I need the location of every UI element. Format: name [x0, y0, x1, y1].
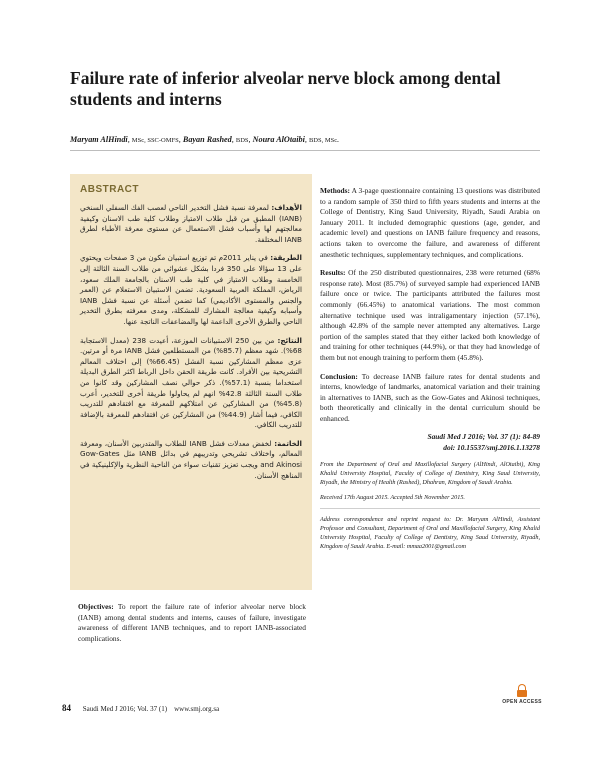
methods-text: A 3-page questionnaire containing 13 questions was distributed to a random sample of 350 third to fifth years students and interns at the College of Dentistry, King Saud University, Riyadh, Saudi Arabia on January 2011. It included demographic questions (age, gender, and academic level) and questions on IANB failure frequency and reasons, actions taken to overcome the failure, and awareness of different anesthetic techniques, supplementary techniques, and complications. — [320, 186, 540, 259]
footer-website-link[interactable]: www.smj.org.sa — [174, 705, 220, 713]
correspondence-note: Address correspondence and reprint request to: Dr. Maryam AlHindi, Assistant Professor and Consultant, Department of Oral and Maxillofacial Surgery, King Khalid University Hospital, Faculty of College of Dentistry, King Saud University, Riyadh, Kingdom of Saudi Arabia. E-mail: mmaa2001@gmail.com — [320, 515, 540, 550]
page-footer — [62, 703, 542, 717]
results-label: Results: — [320, 268, 346, 278]
arabic-objectives — [80, 203, 302, 245]
page-number: 84 — [62, 703, 71, 713]
arabic-results — [80, 336, 302, 431]
note-divider — [320, 508, 540, 509]
arabic-methods — [80, 253, 302, 327]
doi-link[interactable]: doi: 10.15537/smj.2016.1.13278 — [443, 443, 540, 453]
arabic-section-text: في يناير 2011م تم توزيع استبيان مكون من 3 صفحات ويحتوي على 13 سؤالا على 350 فردا بشكل عشوائي من طلاب السنة الثالثة إلى الخامسة وطلاب الامتياز في كلية طب الاسنان بالجامعة الملك سعود، الرياض، المملكة العربية السعودية. تضمن الاستبيان الاستعلام عن (العمر والجنس والمستوى الأكاديمي) كما تضمن أسئلة عن نسبة فشل IANB وأسبابه وكيفية معالجة المشارك للمشكلة، ومدى معرفته بطرق التخدير الناحي والطرق الأخرى الداعمة لها والمضاعفات الناتجة عنها. — [80, 253, 302, 326]
open-access-badge — [502, 684, 542, 714]
open-lock-icon — [517, 684, 527, 697]
article-title: Failure rate of inferior alveolar nerve block among dental students and interns — [70, 68, 501, 109]
author-degrees: BDS — [235, 137, 249, 144]
author-degrees: BDS, MSc — [308, 137, 338, 144]
arabic-section-text: من بين 250 الاستبيانات الموزعة، أعيدت 238 (معدل الاستجابة 68%). شهد معظم (85.7%) من المستطلعين فشل IANB مرة أو مرتين. عزى معظم المشاركين نسبة الفشل (66.45%) إلى اختلاف المعالم التشريحية بين الأفراد. كانت طريقة الحقن داخل الرباط اكثر الطرق البديلة استخداما بنسبة (57.1%). ذكر حوالي نصف المشاركين وقد كانوا من طلاب السنة الثالثة 42.8% انهم لم يحاولوا طريقة أخرى للتخدير، أعرب (45.8%) من المشاركين عن امتلاكهم للمعرفة مع افتقادهم للتدريب الكافي، فيما أشار (44.9%) من المشاركين عن افتقادهم للمعرفة بالإضافة للتدريب الكافي. — [80, 335, 302, 430]
journal-citation: Saudi Med J 2016; Vol. 37 (1): 84-89 — [427, 432, 540, 442]
results-text: Of the 250 distributed questionnaires, 238 were returned (68% response rate). Most (85.7%) of surveyed sample had experienced IANB failure once or twice. The participants attributed the failures most commonly (66.45%) to anatomical variations. The most common alternative technique used was intraligamentary injection (57.1%), although 42.8% of the sample never attempted any alternatives. Large portion of the samples stated that they either lacked both knowledge of and training for other techniques (44.9%), or that they had knowledge of them but not enough training to perform them (45.8%). — [320, 268, 540, 362]
arabic-section-label: الطريقة: — [270, 253, 302, 263]
author-degrees: MSc, SSC-OMFS — [131, 137, 179, 144]
author-name: Bayan Rashed — [182, 135, 232, 144]
author-name: Noura AlOtaibi — [252, 135, 305, 144]
methods-label: Methods: — [320, 186, 350, 195]
objectives-text: To report the failure rate of inferior alveolar nerve block (IANB) among dental students and interns, causes of failure, investigate awareness of different IANB techniques, and to report IANB-associated complications. — [78, 602, 306, 643]
objectives-label: Objectives: — [78, 602, 114, 611]
footer-journal-issue: Saudi Med J 2016; Vol. 37 (1) — [82, 705, 168, 713]
right-column — [320, 186, 540, 557]
conclusion-text: To decrease IANB failure rates for dental students and interns, knowledge of landmarks, anatomical variation and their training in alternatives to IANB, such as the Gow-Gates and Akinosi techniques, both theoretically and clinically in the dental curriculum should be enhanced. — [320, 371, 540, 423]
conclusion-label: Conclusion: — [320, 371, 358, 381]
abstract-box — [70, 174, 312, 590]
conclusion-paragraph — [320, 372, 540, 425]
received-dates: Received 17th August 2015. Accepted 5th November 2015. — [320, 493, 465, 501]
objectives-paragraph — [78, 602, 306, 644]
open-access-label: OPEN ACCESS — [502, 699, 542, 705]
citation-block — [320, 432, 540, 453]
arabic-section-label: الخاتمة: — [274, 438, 302, 448]
author-name: Maryam AlHindi — [70, 135, 128, 144]
title-divider — [70, 150, 540, 151]
affiliation-note: From the Department of Oral and Maxillofacial Surgery (AlHindi, AlOtaibi), King Khalid University Hospital, Faculty of College of Dentistry, King Saud University, Riyadh, the Ministry of Health (Rashed), Dhahran, Kingdom of Saudi Arabia. — [320, 460, 540, 486]
results-paragraph — [320, 268, 540, 363]
arabic-conclusion — [80, 439, 302, 481]
abstract-heading: ABSTRACT — [80, 184, 139, 195]
arabic-section-text: لمعرفة نسبة فشل التخدير الناحي لعصب الفك السفلي السنخي (IANB) المطبق من قبل طلاب الامتياز وطلاب كلية طب الاسنان وكيفية معالجتهم لها وأسباب فشل الاستعمال عن مستوى معرفة الأطباء لطرق IANB المختلفة. — [80, 203, 302, 244]
methods-paragraph — [320, 186, 540, 260]
arabic-section-label: النتائج: — [277, 335, 302, 345]
author-list: Maryam AlHindi, MSc, SSC-OMFS, Bayan Rashed, BDS, Noura AlOtaibi, BDS, MSc. — [70, 135, 340, 144]
arabic-section-text: لخفض معدلات فشل IANB للطلاب والمتدربين الأسنان، ومعرفة المعالم، واختلاف تشريحي وتدريبهم في بدائل IANB مثل Gow-Gates and Akinosi ويجب تعزيز تقنيات سواء من الناحية النظرية والإكلينيكية في المناهج الأسنان. — [80, 438, 302, 480]
arabic-section-label: الأهداف: — [271, 203, 302, 212]
